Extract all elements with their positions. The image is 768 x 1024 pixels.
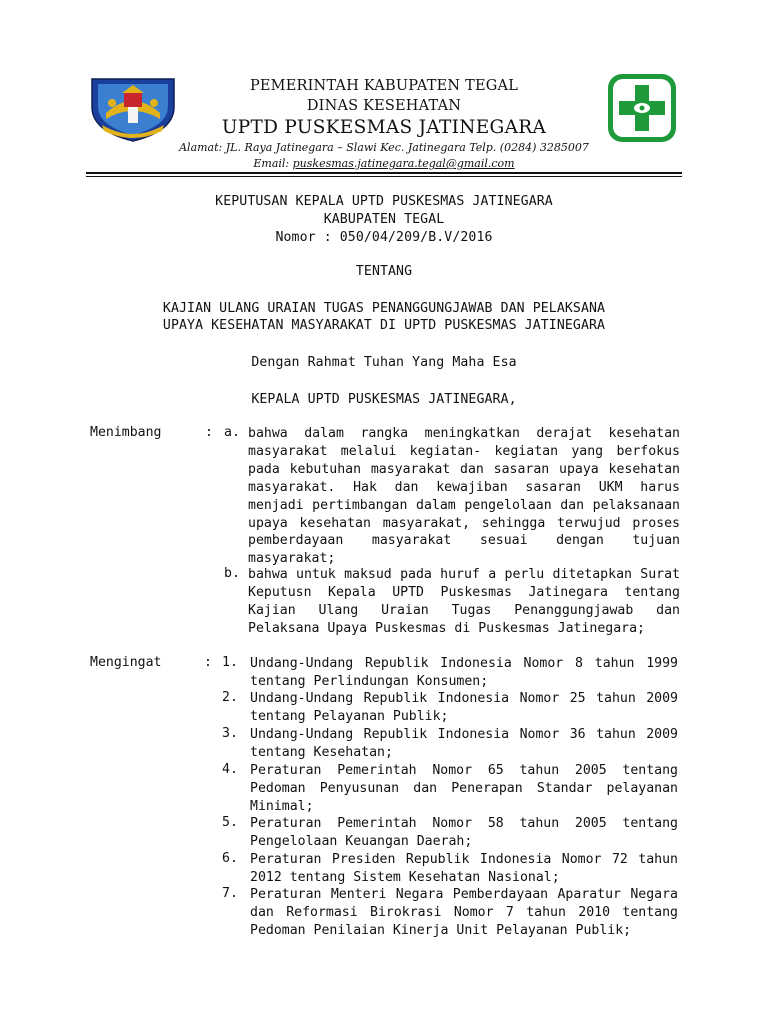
decree-blessing: Dengan Rahmat Tuhan Yang Maha Esa	[251, 355, 517, 370]
item-text: Peraturan Pemerintah Nomor 58 tahun 2005 tentang Pengelolaan Keuangan Daerah;	[250, 816, 678, 849]
decree-subject-line1: KAJIAN ULANG URAIAN TUGAS PENANGGUNGJAWAB DAN PELAKSANA	[162, 301, 606, 316]
letterhead-address: Alamat: JL. Raya Jatinegara – Slawi Kec. Jatinegara Telp. (0284) 3285007	[179, 141, 589, 154]
item-marker: 7.	[222, 886, 238, 901]
menimbang-label: Menimbang	[90, 425, 162, 440]
email-address: puskesmas.jatinegara.tegal@gmail.com	[292, 157, 515, 170]
item-marker: 6.	[222, 851, 238, 866]
letterhead-department: DINAS KESEHATAN	[306, 98, 462, 114]
mengingat-colon: :	[204, 655, 212, 670]
email-label: Email:	[253, 157, 293, 170]
decree-subject-line2: UPAYA KESEHATAN MASYARAKAT DI UPTD PUSKESMAS JATINEGARA	[162, 318, 606, 333]
item-text: Undang-Undang Republik Indonesia Nomor 25 tahun 2009 tentang Pelayanan Publik;	[250, 691, 678, 724]
letterhead-institution: UPTD PUSKESMAS JATINEGARA	[221, 117, 547, 138]
decree-regency: KABUPATEN TEGAL	[323, 212, 445, 227]
letterhead-email-line	[150, 157, 618, 170]
letterhead-divider	[86, 172, 682, 174]
menimbang-colon: :	[205, 425, 213, 440]
decree-authority: KEPALA UPTD PUSKESMAS JATINEGARA,	[251, 392, 517, 407]
decree-tentang: TENTANG	[355, 264, 413, 279]
mengingat-label: Mengingat	[90, 655, 162, 670]
letterhead-divider-thin	[86, 176, 682, 177]
item-text: bahwa untuk maksud pada huruf a perlu ditetapkan Surat Keputusn Kepala UPTD Puskesmas Jatinegara tentang Kajian Ulang Uraian Tugas Penanggungjawab dan Pelaksana Upaya Puskesmas di Puskesmas Jatinegara;	[248, 567, 680, 636]
item-text: Peraturan Presiden Republik Indonesia Nomor 72 tahun 2012 tentang Sistem Kesehatan Nasional;	[250, 852, 678, 885]
item-marker: 4.	[222, 762, 238, 777]
item-marker: 2.	[222, 690, 238, 705]
item-text: Peraturan Menteri Negara Pemberdayaan Aparatur Negara dan Reformasi Birokrasi Nomor 7 tahun 2010 tentang Pedoman Penilaian Kinerja Unit Pelayanan Publik;	[250, 887, 678, 938]
decree-title: KEPUTUSAN KEPALA UPTD PUSKESMAS JATINEGARA	[215, 194, 553, 209]
item-marker: b.	[224, 566, 240, 581]
decree-number: Nomor : 050/04/209/B.V/2016	[275, 230, 493, 245]
item-text: bahwa dalam rangka meningkatkan derajat kesehatan masyarakat melalui kegiatan- kegiatan yang berfokus pada kebutuhan masyarakat dan sasaran upaya kesehatan masyarakat. Hak dan kewajiban sasaran UKM harus menjadi pertimbangan dalam pengelolaan dan pelaksanaan upaya kesehatan masyarakat, sehingga terwujud proses pemberdayaan masyarakat sesuai dengan tujuan masyarakat;	[248, 426, 680, 567]
item-marker: a.	[224, 425, 240, 440]
letterhead-government: PEMERINTAH KABUPATEN TEGAL	[249, 78, 519, 94]
item-marker: 3.	[222, 726, 238, 741]
item-marker: 5.	[222, 815, 238, 830]
item-text: Undang-Undang Republik Indonesia Nomor 8 tahun 1999 tentang Perlindungan Konsumen;	[250, 656, 678, 689]
item-text: Peraturan Pemerintah Nomor 65 tahun 2005 tentang Pedoman Penyusunan dan Penerapan Standar pelayanan Minimal;	[250, 763, 678, 814]
item-marker: 1.	[222, 655, 238, 670]
item-text: Undang-Undang Republik Indonesia Nomor 36 tahun 2009 tentang Kesehatan;	[250, 727, 678, 760]
